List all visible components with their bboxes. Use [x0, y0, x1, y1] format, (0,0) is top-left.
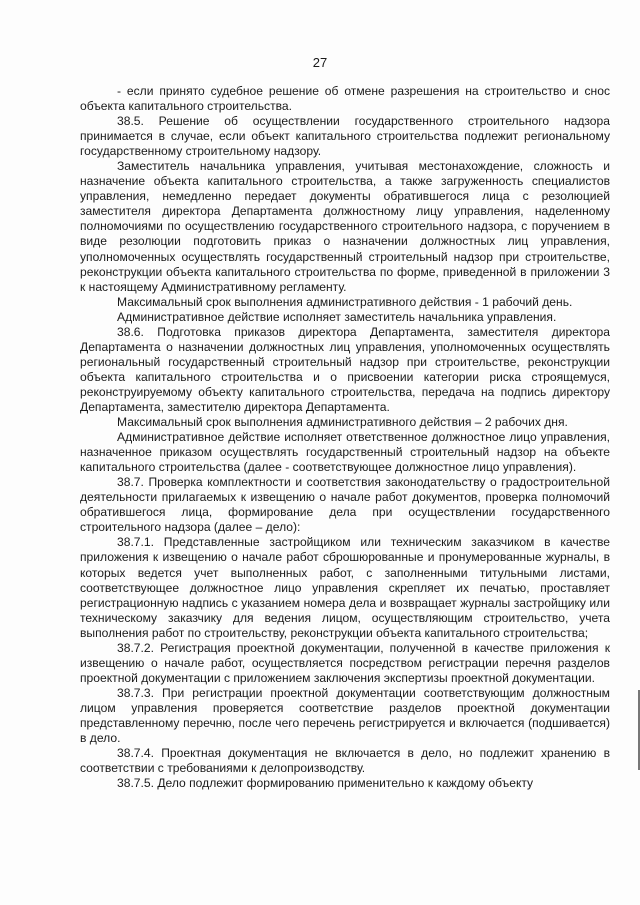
paragraph: 38.7.5. Дело подлежит формированию применительно к каждому объекту — [117, 776, 534, 791]
paragraph: 38.7.3. При регистрации проектной документации соответствующим должностным лицом управления проверяется соответствие разделов проектной документации представленному перечню, после чего перечень регистрируется и включается (подшивается) в дело. — [80, 685, 610, 746]
paragraph: - если принято судебное решение об отмене разрешения на строительство и снос объекта капитального строительства. — [80, 84, 610, 114]
paragraph: Заместитель начальника управления, учитывая местонахождение, сложность и назначение объекта капитального строительства, а также загруженность специалистов управления, немедленно передает документы обратившегося лица с резолюцией заместителя директора Департамента должностному лицу управления, наделенному полномочиями по осуществлению государственного строительного надзора, с поручением в виде резолюции подготовить приказ о назначении должностных лиц управления, уполномоченных осуществлять государственный строительный надзор при строительстве, реконструкции объекта капитального строительства по форме, приведенной в приложении 3 к настоящему Административному регламенту. — [80, 159, 610, 294]
paragraph: Административное действие исполняет ответственное должностное лицо управления, назначенное приказом осуществлять государственный строительный надзор на объекте капитального строительства (далее - соответствующее должностное лицо управления). — [80, 430, 610, 475]
paragraph: Максимальный срок выполнения административного действия - 1 рабочий день. — [117, 294, 573, 309]
paragraph: 38.6. Подготовка приказов директора Департамента, заместителя директора Департамента о назначении должностных лиц управления, уполномоченных осуществлять региональный государственный строительный надзор при строительстве, реконструкции объекта капитального строительства и о присвоении категории риска строящемуся, реконструируемому объекту капитального строительства, передача на подпись директору Департамента, заместителю директора Департамента. — [80, 324, 610, 414]
paragraph: Максимальный срок выполнения административного действия – 2 рабочих дня. — [117, 415, 568, 430]
paragraph: Административное действие исполняет заместитель начальника управления. — [117, 309, 557, 324]
paragraph: 38.5. Решение об осуществлении государственного строительного надзора принимается в случае, если объект капитального строительства подлежит региональному государственному строительному надзору. — [80, 114, 610, 159]
document-body — [80, 84, 610, 791]
paragraph: 38.7. Проверка комплектности и соответствия законодательству о градостроительной деятельности прилагаемых к извещению о начале работ документов, проверка полномочий обратившегося лица, формирование дела при осуществлении государственного строительного надзора (далее – дело): — [80, 475, 610, 535]
page-number: 27 — [312, 55, 328, 70]
paragraph: 38.7.4. Проектная документация не включается в дело, но подлежит хранению в соответствии с требованиями к делопроизводству. — [80, 746, 610, 776]
paragraph: 38.7.2. Регистрация проектной документации, полученной в качестве приложения к извещению о начале работ, осуществляется посредством регистрации перечня разделов проектной документации с приложением заключения экспертизы проектной документации. — [80, 640, 610, 685]
paragraph: 38.7.1. Представленные застройщиком или техническим заказчиком в качестве приложения к извещению о начале работ сброшюрованные и пронумерованные журналы, в которых ведется учет выполненных работ, с заполненными титульными листами, соответствующее должностное лицо управления скрепляет их печатью, проставляет регистрационную надпись с указанием номера дела и возвращает журналы застройщику или техническому заказчику для ведения лицом, осуществляющим строительство, учета выполнения работ по строительству, реконструкции объекта капитального строительства; — [80, 535, 610, 640]
